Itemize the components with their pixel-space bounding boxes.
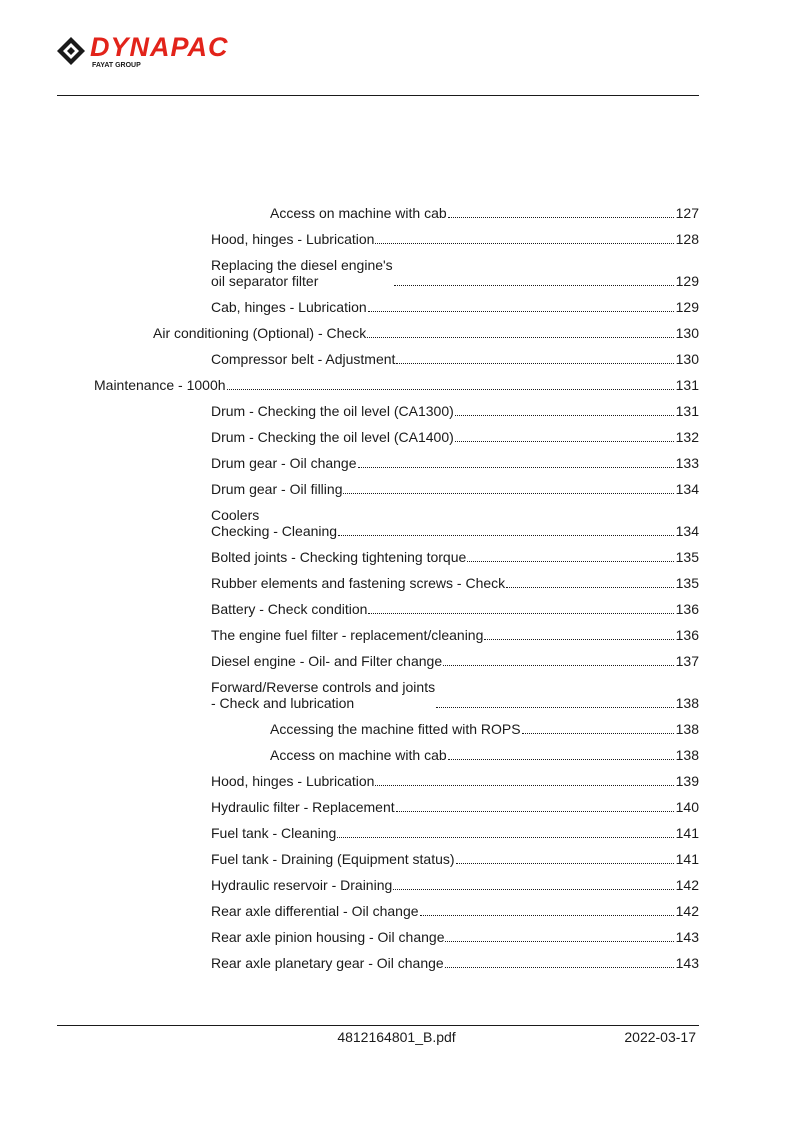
toc-dot-leader (455, 414, 674, 416)
toc-dot-leader (448, 216, 674, 218)
header-divider (57, 95, 699, 96)
toc-entry[interactable] (211, 679, 699, 711)
toc-dot-leader (484, 638, 673, 640)
toc-entry-title: Cab, hinges - Lubrication (211, 299, 367, 315)
toc-entry-page: 130 (675, 351, 699, 367)
toc-entry-title: Rear axle pinion housing - Oil change (211, 929, 445, 945)
toc-entry-title: Rear axle planetary gear - Oil change (211, 955, 444, 971)
toc-entry-title: Drum gear - Oil filling (211, 481, 343, 497)
toc-entry-page: 143 (675, 955, 699, 971)
dynapac-diamond-icon (56, 36, 86, 66)
toc-entry[interactable] (211, 627, 699, 643)
toc-entry-page: 127 (675, 205, 699, 221)
toc-entry-title: Rear axle differential - Oil change (211, 903, 419, 919)
toc-entry-title: Hood, hinges - Lubrication (211, 231, 375, 247)
footer-divider (57, 1025, 699, 1026)
toc-entry-page: 136 (675, 601, 699, 617)
toc-dot-leader (396, 362, 673, 364)
toc-entry-title: Hydraulic filter - Replacement (211, 799, 395, 815)
toc-dot-leader (420, 914, 674, 916)
toc-entry-title: Accessing the machine fitted with ROPS (270, 721, 521, 737)
toc-entry-page: 134 (675, 481, 699, 497)
toc-dot-leader (375, 784, 673, 786)
toc-entry-title: Fuel tank - Cleaning (211, 825, 337, 841)
toc-entry-page: 135 (675, 575, 699, 591)
toc-dot-leader (337, 836, 673, 838)
toc-entry[interactable] (211, 851, 699, 867)
toc-entry[interactable] (211, 549, 699, 565)
toc-entry[interactable] (211, 299, 699, 315)
toc-entry-title: Coolers Checking - Cleaning (211, 507, 338, 539)
toc-dot-leader (522, 732, 674, 734)
toc-entry-page: 129 (675, 273, 699, 289)
toc-entry-title: Drum - Checking the oil level (CA1300) (211, 403, 454, 419)
toc-entry-page: 128 (675, 231, 699, 247)
toc-entry-page: 137 (675, 653, 699, 669)
toc-dot-leader (394, 284, 674, 286)
toc-dot-leader (338, 534, 674, 536)
toc-entry-page: 143 (675, 929, 699, 945)
toc-entry[interactable] (211, 799, 699, 815)
toc-dot-leader (467, 560, 673, 562)
toc-entry[interactable] (211, 877, 699, 893)
toc-dot-leader (436, 706, 674, 708)
toc-entry-page: 142 (675, 877, 699, 893)
toc-entry[interactable] (211, 929, 699, 945)
toc-entry-page: 134 (675, 523, 699, 539)
toc-dot-leader (368, 310, 674, 312)
toc-dot-leader (456, 862, 674, 864)
toc-entry[interactable] (211, 773, 699, 789)
toc-entry-title: Maintenance - 1000h (94, 377, 226, 393)
toc-entry-page: 131 (675, 403, 699, 419)
toc-entry-title: Fuel tank - Draining (Equipment status) (211, 851, 455, 867)
brand-name: DYNAPAC (90, 32, 229, 62)
toc-entry-page: 139 (675, 773, 699, 789)
toc-entry-title: Diesel engine - Oil- and Filter change (211, 653, 443, 669)
toc-dot-leader (367, 336, 673, 338)
toc-entry-title: Drum gear - Oil change (211, 455, 357, 471)
toc-dot-leader (506, 586, 673, 588)
toc-entry[interactable] (211, 257, 699, 289)
toc-entry-title: Battery - Check condition (211, 601, 368, 617)
toc-dot-leader (343, 492, 673, 494)
toc-entry-page: 133 (675, 455, 699, 471)
toc-dot-leader (445, 966, 674, 968)
toc-entry-title: Hood, hinges - Lubrication (211, 773, 375, 789)
toc-entry-page: 141 (675, 825, 699, 841)
brand-subtitle: FAYAT GROUP (92, 62, 141, 69)
toc-entry-title: Drum - Checking the oil level (CA1400) (211, 429, 454, 445)
toc-entry-page: 136 (675, 627, 699, 643)
footer-date: 2022-03-17 (624, 1029, 696, 1045)
toc-entry-title: Hydraulic reservoir - Draining (211, 877, 393, 893)
toc-entry-page: 129 (675, 299, 699, 315)
toc-dot-leader (448, 758, 674, 760)
toc-dot-leader (393, 888, 673, 890)
toc-entry[interactable] (211, 429, 699, 445)
toc-entry-title: Compressor belt - Adjustment (211, 351, 396, 367)
toc-dot-leader (375, 242, 673, 244)
toc-entry[interactable] (270, 721, 699, 737)
toc-entry-title: The engine fuel filter - replacement/cleaning (211, 627, 484, 643)
toc-entry-title: Access on machine with cab (270, 205, 447, 221)
dynapac-logo (56, 34, 306, 74)
toc-entry-page: 140 (675, 799, 699, 815)
toc-entry[interactable] (270, 205, 699, 221)
toc-dot-leader (368, 612, 673, 614)
toc-dot-leader (358, 466, 674, 468)
toc-entry-page: 138 (675, 695, 699, 711)
toc-entry[interactable] (211, 455, 699, 471)
toc-dot-leader (396, 810, 674, 812)
toc-entry-page: 131 (675, 377, 699, 393)
toc-entry-title: Rubber elements and fastening screws - Check (211, 575, 506, 591)
toc-dot-leader (227, 388, 674, 390)
toc-entry[interactable] (211, 481, 699, 497)
toc-entry-page: 135 (675, 549, 699, 565)
toc-entry-page: 138 (675, 721, 699, 737)
toc-entry-page: 142 (675, 903, 699, 919)
toc-entry[interactable] (211, 955, 699, 971)
toc-entry[interactable] (211, 507, 699, 539)
toc-dot-leader (443, 664, 674, 666)
toc-entry[interactable] (211, 231, 699, 247)
toc-entry[interactable] (211, 601, 699, 617)
toc-entry[interactable] (211, 403, 699, 419)
toc-entry[interactable] (211, 575, 699, 591)
toc-entry-page: 132 (675, 429, 699, 445)
toc-entry-page: 138 (675, 747, 699, 763)
toc-entry[interactable] (94, 377, 699, 393)
toc-dot-leader (455, 440, 674, 442)
toc-entry-title: Access on machine with cab (270, 747, 447, 763)
toc-entry[interactable] (153, 325, 699, 341)
toc-entry-title: Bolted joints - Checking tightening torque (211, 549, 467, 565)
footer-filename: 4812164801_B.pdf (337, 1029, 456, 1045)
toc-entry[interactable] (211, 825, 699, 841)
toc-entry-title: Forward/Reverse controls and joints - Check and lubrication (211, 679, 436, 711)
toc-entry-page: 130 (675, 325, 699, 341)
toc-entry[interactable] (211, 653, 699, 669)
toc-entry[interactable] (270, 747, 699, 763)
toc-dot-leader (445, 940, 673, 942)
toc-entry[interactable] (211, 903, 699, 919)
toc-entry-page: 141 (675, 851, 699, 867)
toc-entry[interactable] (211, 351, 699, 367)
toc-entry-title: Air conditioning (Optional) - Check (153, 325, 367, 341)
toc-entry-title: Replacing the diesel engine's oil separator filter (211, 257, 393, 289)
